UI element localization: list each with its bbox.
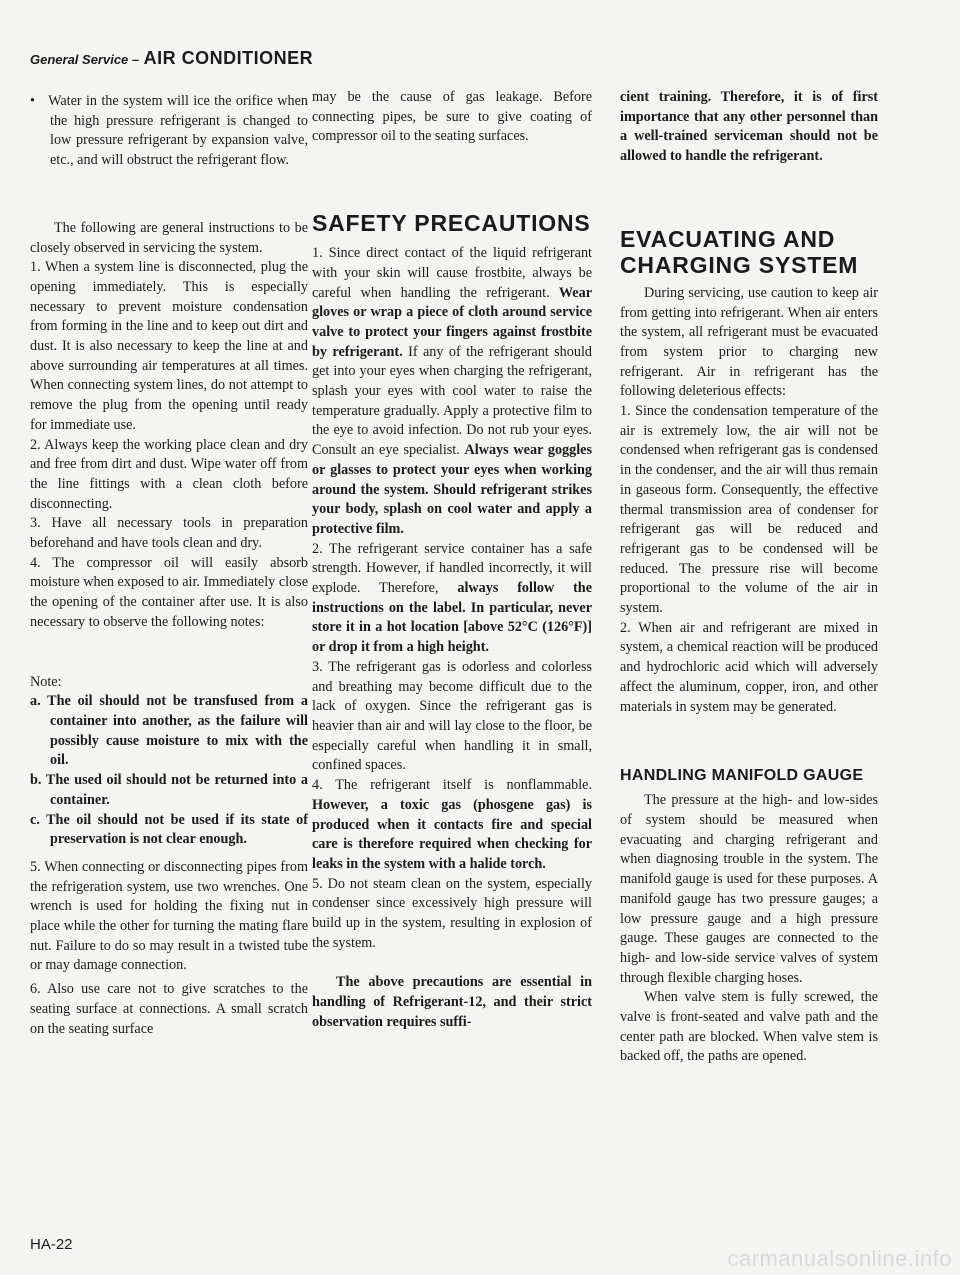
safety-1c: If any of the refrigerant should get into your eyes when charging the refrigerant, splash your eyes with cool water to raise the temperature gradually. Apply a protective film to the eye to avoid infection. Do not rub your eyes. Consult an eye specialist. bbox=[312, 343, 592, 459]
safety-closing: The above precautions are essential in handling of Refrigerant-12, and their strict observation requires suffi- bbox=[312, 974, 592, 1030]
section-label: General Service – bbox=[30, 52, 140, 67]
page-number: HA-22 bbox=[30, 1236, 73, 1253]
effect-2: 2. When air and refrigerant are mixed in system, a chemical reaction will be produced and hydrochloric acid which will adversely affect the aluminum, copper, iron, and other materials in system may be generated. bbox=[620, 619, 878, 715]
safety-1b: Wear gloves or wrap a piece of cloth around service valve to protect your fingers against frostbite by refrigerant. bbox=[312, 284, 592, 360]
safety-1d: Always wear goggles or glasses to protect your eyes when working around the system. Should refrigerant strikes your body, splash on cool water and apply a protective film. bbox=[312, 442, 592, 537]
item-2: 2. Always keep the working place clean and dry and free from dirt and dust. Wipe water off from the line fittings with a clean cloth before disconnecting. bbox=[30, 436, 308, 512]
manifold-text-1: The pressure at the high- and low-sides of system should be measured when evacuating and charging refrigerant and when diagnosing trouble in the system. The manifold gauge is used for these purposes. A manifold gauge has two pressure gauges; a low pressure gauge and a high pressure gauge. These gauges are connected to the high- and low-side service valves of system through flexible charging hoses. bbox=[620, 792, 878, 986]
bullet-water-text: Water in the system will ice the orifice when the high pressure refrigerant is changed to low pressure refrigerant by expansion valve, etc., and will obstruct the refrigerant flow. bbox=[48, 93, 309, 169]
page-title: AIR CONDITIONER bbox=[143, 48, 314, 68]
safety-item-1 bbox=[312, 244, 592, 540]
safety-heading: SAFETY PRECAUTIONS bbox=[312, 210, 591, 237]
safety-2a: 2. The refrigerant service container has a safe strength. However, if handled incorrectly, it will explode. Therefore, bbox=[312, 540, 592, 597]
bullet-water: • Water in the system will ice the orifice when the high pressure refrigerant is changed to low pressure refrigerant by expansion valve, etc., and will obstruct the refrigerant flow. bbox=[30, 93, 309, 169]
manifold-heading: HANDLING MANIFOLD GAUGE bbox=[620, 767, 864, 785]
continuation-training: cient training. Therefore, it is of first importance that any other personnel than a well-trained serviceman should not be allowed to handle the refrigerant. bbox=[620, 89, 878, 165]
watermark: carmanualsonline.info bbox=[727, 1246, 952, 1271]
evacuating-heading: EVACUATING AND CHARGING SYSTEM bbox=[620, 225, 859, 278]
manifold-text-2: When valve stem is fully screwed, the valve is front-seated and valve path and the center path are blocked. When valve stem is backed off, the paths are opened. bbox=[620, 989, 878, 1065]
continuation-text: may be the cause of gas leakage. Before connecting pipes, be sure to give coating of compressor oil to the seating surfaces. bbox=[312, 89, 592, 145]
effect-1: 1. Since the condensation temperature of the air is extremely low, the air will not be condensed when refrigerant gas is condensed in the condenser, and the air will thus remain in gaseous form. Consequently, the effective thermal transmission area of condenser for refrigerant gas will be reduced and refrigerant gas to be condensed will be reduced. The pressure rise will become proportional to the volume of the air in system. bbox=[620, 403, 878, 617]
safety-item-2 bbox=[312, 540, 592, 658]
safety-4a: 4. The refrigerant itself is nonflammable. bbox=[312, 777, 592, 794]
column-1 bbox=[30, 92, 308, 1039]
note-b: b. The used oil should not be returned into a container. bbox=[30, 772, 308, 808]
note-label: Note: bbox=[30, 673, 62, 690]
general-intro: The following are general instructions to be closely observed in servicing the system. bbox=[30, 219, 308, 256]
item-4: 4. The compressor oil will easily absorb moisture when exposed to air. Immediately close the opening of the container after use. It is also necessary to observe the following notes: bbox=[30, 554, 308, 630]
safety-4b: However, a toxic gas (phosgene gas) is produced when it contacts fire and special care is therefore required when checking for leaks in the system with a halide torch. bbox=[312, 796, 592, 872]
safety-1a: 1. Since direct contact of the liquid refrigerant with your skin will cause frostbite, always be careful when handling the refrigerant. bbox=[312, 245, 592, 301]
page-header bbox=[30, 48, 313, 69]
item-1: 1. When a system line is disconnected, plug the opening immediately. This is especially necessary to prevent moisture condensation from forming in the line and to keep out dirt and dust. It is also necessary to keep the line at and above surrounding air temperatures at all times. When connecting system lines, do not attempt to remove the plug from the opening until ready for immediate use. bbox=[30, 259, 308, 433]
column-3 bbox=[620, 88, 878, 1067]
column-2 bbox=[312, 88, 592, 1033]
safety-item-4 bbox=[312, 776, 592, 875]
safety-item-5: 5. Do not steam clean on the system, especially condenser since excessively high pressure will build up in the system, resulting in explosion of the system. bbox=[312, 875, 592, 951]
item-5: 5. When connecting or disconnecting pipes from the refrigeration system, use two wrenches. One wrench is used for holding the fixing nut in place while the other for turning the mating flare nut. Failure to do so may result in a twisted tube or may damage connection. bbox=[30, 858, 308, 974]
note-c: c. The oil should not be used if its state of preservation is not clear enough. bbox=[30, 811, 308, 848]
item-3: 3. Have all necessary tools in preparation beforehand and have tools clean and dry. bbox=[30, 515, 308, 552]
safety-item-3: 3. The refrigerant gas is odorless and colorless and breathing may become difficult due to the lack of oxygen. Since the refrigerant gas is heavier than air and will lay close to the floor, be especially careful when handling it in small, confined spaces. bbox=[312, 658, 592, 774]
evacuating-intro: During servicing, use caution to keep air from getting into refrigerant. When air enters the system, all refrigerant must be evacuated from system prior to charging new refrigerant. Air in refrigerant has the following deleterious effects: bbox=[620, 284, 878, 400]
item-6: 6. Also use care not to give scratches to the seating surface at connections. A small scratch on the seating surface bbox=[30, 981, 308, 1037]
safety-2b: always follow the instructions on the label. In particular, never store it in a hot location [above 52°C (126°F)] or drop it from a high height. bbox=[312, 580, 592, 656]
note-a: a. The oil should not be transfused from a container into another, as the failure will possibly cause moisture to mix with the oil. bbox=[30, 693, 308, 769]
